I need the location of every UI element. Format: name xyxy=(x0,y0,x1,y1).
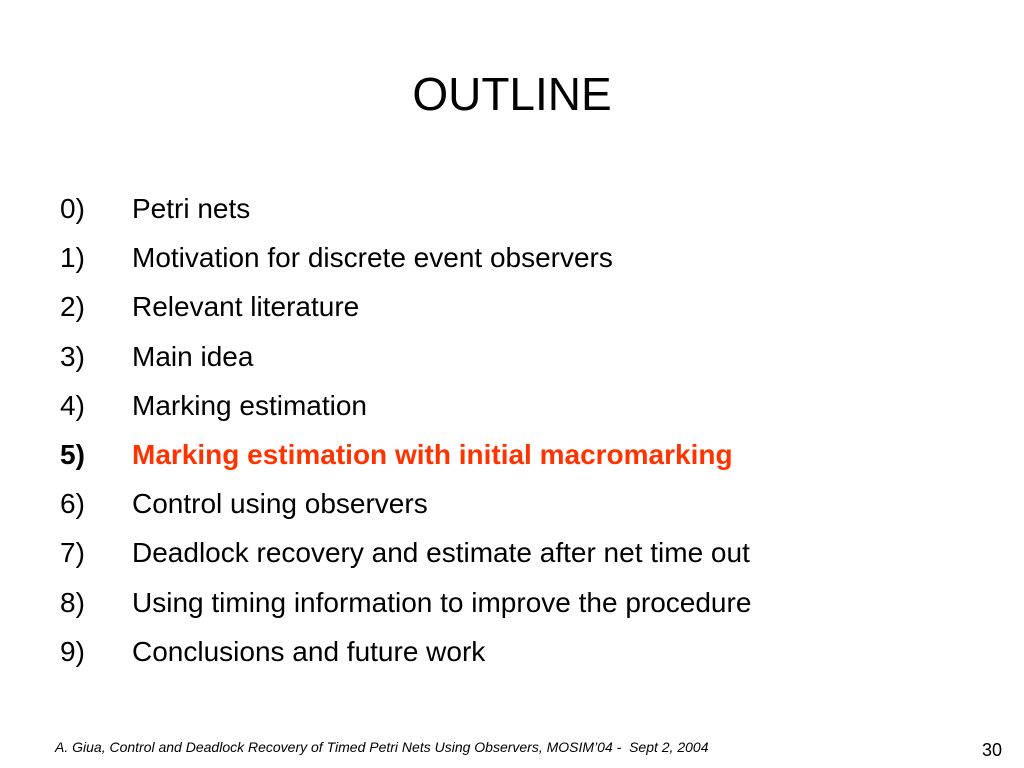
outline-item-7 xyxy=(60,528,751,577)
outline-item-number: 5) xyxy=(60,438,85,470)
outline-item-3 xyxy=(60,332,751,381)
outline-item-number: 6) xyxy=(60,488,85,520)
outline-item-number: 7) xyxy=(60,537,85,569)
outline-item-number: 9) xyxy=(60,635,85,667)
outline-item-text: Deadlock recovery and estimate after net time out xyxy=(132,537,750,569)
outline-item-9 xyxy=(60,627,751,676)
outline-item-4 xyxy=(60,381,751,430)
outline-item-8 xyxy=(60,578,751,627)
outline-item-text: Using timing information to improve the procedure xyxy=(132,586,752,618)
footer-citation: A. Giua, Control and Deadlock Recovery of Timed Petri Nets Using Observers, MOSIM’04 - Sept 2, 2004 xyxy=(55,739,709,755)
outline-item-0 xyxy=(60,184,751,233)
outline-item-1 xyxy=(60,233,751,282)
outline-item-text-highlighted: Marking estimation with initial macromarking xyxy=(132,438,733,470)
outline-item-5-current xyxy=(60,430,751,479)
outline-item-6 xyxy=(60,479,751,528)
outline-item-number: 0) xyxy=(60,193,85,224)
outline-item-number: 2) xyxy=(60,291,85,323)
slide-title: OUTLINE xyxy=(412,68,612,120)
outline-item-text: Petri nets xyxy=(132,193,251,224)
page-number: 30 xyxy=(981,740,1002,760)
outline-item-number: 1) xyxy=(60,242,85,274)
outline-item-text: Main idea xyxy=(132,340,254,372)
outline-item-text: Motivation for discrete event observers xyxy=(132,242,613,274)
outline-item-text: Conclusions and future work xyxy=(132,635,486,667)
outline-item-text: Marking estimation xyxy=(132,389,367,421)
outline-item-number: 4) xyxy=(60,389,85,421)
outline-list xyxy=(60,184,751,676)
outline-item-number: 8) xyxy=(60,586,85,618)
outline-item-text: Control using observers xyxy=(132,488,428,520)
outline-item-text: Relevant literature xyxy=(132,291,360,323)
outline-item-2 xyxy=(60,282,751,331)
outline-item-number: 3) xyxy=(60,340,85,372)
